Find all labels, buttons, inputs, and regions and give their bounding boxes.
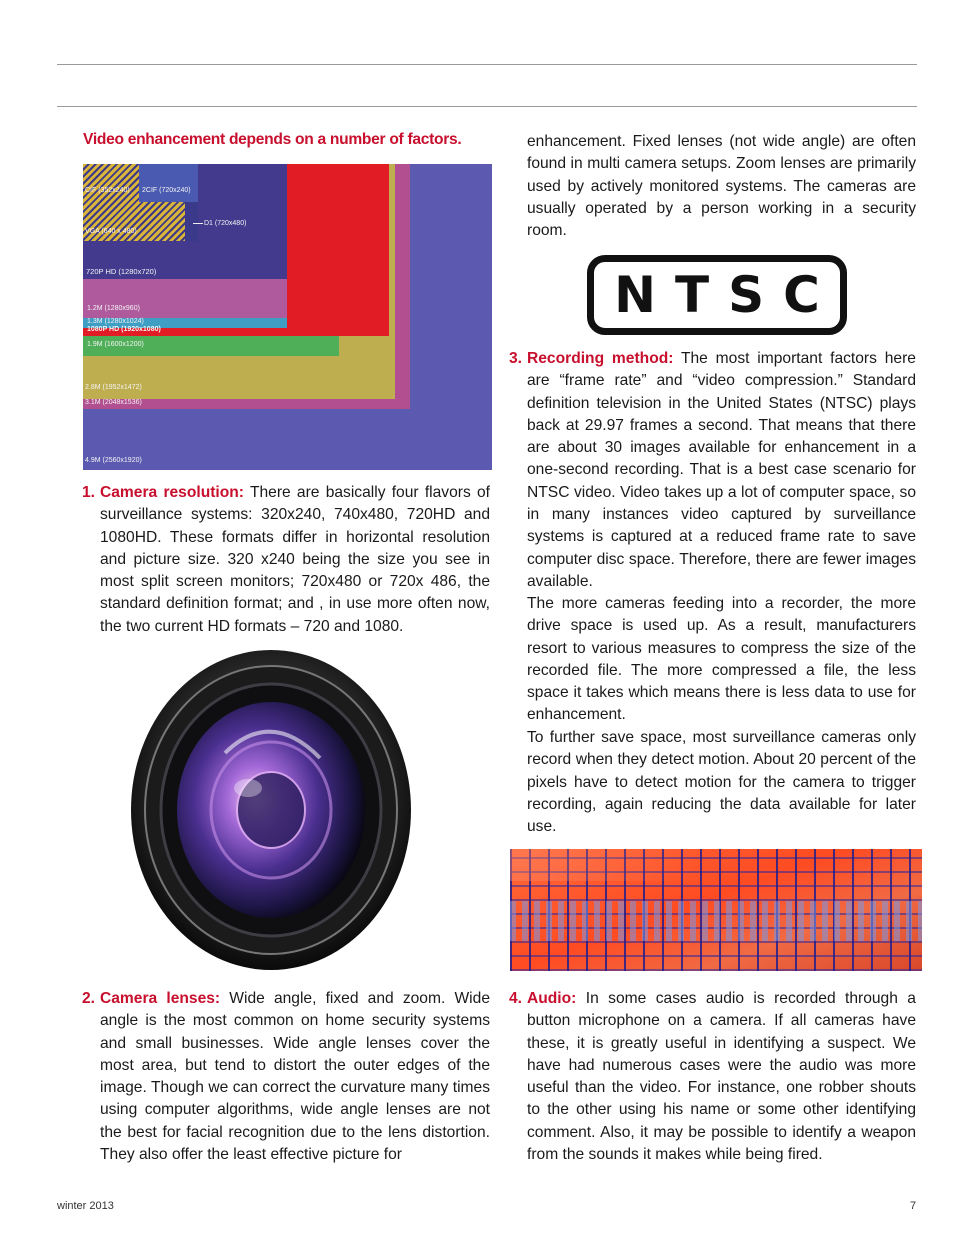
ntsc-logo bbox=[587, 255, 847, 335]
building-facade-image bbox=[510, 849, 922, 971]
footer-issue: winter 2013 bbox=[57, 1200, 114, 1212]
item-text: The most important factors here are “frame rate” and “video compression.” Standard definition television in the United States (NTSC) plays back at 29.97 frames a second. That means that there are about 30 images available for enhancement in a one-second recording. That is a best case scenario for NTSC video. Video takes up a lot of computer space, so in many instances video captured by surveillance systems is captured at a reduced frame rate to save computer disc space. Therefore, there are fewer images available. bbox=[527, 350, 916, 590]
item-text: There are basically four flavors of surveillance systems: 320x240, 740x480, 720HD and 1080HD. These formats differ in horizontal resolution and picture size. 320 x240 being the size you see in most split screen monitors; 720x480 or 720x 486, the standard definition format; and , in use more often now, the two current HD formats – 720 and 1080. bbox=[100, 484, 490, 635]
item-heading: Recording method: bbox=[527, 350, 674, 367]
label-d1: D1 (720x480) bbox=[204, 220, 247, 227]
item-audio bbox=[509, 988, 916, 1166]
item-number: 3. bbox=[509, 350, 523, 367]
label-4-9m: 4.9M (2560x1920) bbox=[85, 457, 142, 464]
label-1-2m: 1.2M (1280x960) bbox=[87, 305, 140, 312]
paragraph-motion-detection: To further save space, most surveillance cameras only record when they detect motion. About 20 percent of the pixels have to detect motion for the camera to trigger recording, again reducing the data available for later use. bbox=[527, 729, 916, 836]
resolution-chart bbox=[83, 164, 492, 470]
item-recording-method bbox=[509, 348, 916, 593]
item-heading: Camera lenses: bbox=[100, 990, 221, 1007]
camera-lens-image bbox=[130, 648, 412, 973]
label-3-1m: 3.1M (2048x1536) bbox=[85, 399, 142, 406]
item-number: 1. bbox=[82, 484, 96, 501]
label-720p: 720P HD (1280x720) bbox=[86, 267, 157, 276]
item-camera-lenses bbox=[82, 988, 490, 1166]
header-rule-bottom bbox=[57, 106, 917, 107]
facade-upper-band bbox=[510, 849, 700, 881]
label-vga: VGA (640 x 480) bbox=[85, 228, 137, 235]
ntsc-logo-text: NTSC bbox=[614, 266, 839, 324]
label-2-8m: 2.8M (1952x1472) bbox=[85, 384, 142, 391]
label-1-9m: 1.9M (1600x1200) bbox=[87, 341, 144, 348]
header-rule-top bbox=[57, 64, 917, 65]
d1-arrow bbox=[193, 223, 203, 224]
lenses-continuation: enhancement. Fixed lenses (not wide angle) are often found in multi camera setups. Zoom lenses are primarily used by actively monitored systems. The cameras are usually operated by a person working in a security room. bbox=[527, 133, 916, 240]
item-text: Wide angle, fixed and zoom. Wide angle is the most common on home security systems and small businesses. Wide angle lenses cover the most area, but tend to distort the outer edges of the image. Though we can correct the curvature many times using computer algorithms, wide angle lenses are not the best for facial recognition due to the lens distortion. They also offer the least effective picture for bbox=[100, 990, 490, 1164]
item-number: 2. bbox=[82, 990, 96, 1007]
intro-heading: Video enhancement depends on a number of factors. bbox=[83, 131, 462, 148]
footer-page-number: 7 bbox=[910, 1200, 917, 1212]
label-2cif: 2CIF (720x240) bbox=[142, 187, 191, 194]
item-text: In some cases audio is recorded through a button microphone on a camera. If all cameras have these, it is greatly useful in identifying a suspect. We have had numerous cases were the audio was more useful than the video. For instance, one robber shouts to the other using his name or some other identifying comment. Also, it may be possible to identify a weapon from the sounds it makes while being fired. bbox=[527, 990, 916, 1164]
label-cif: CIF (352x240) bbox=[85, 187, 130, 194]
label-1-3m: 1.3M (1280x1024) bbox=[87, 318, 144, 325]
item-camera-resolution bbox=[82, 482, 490, 638]
item-heading: Camera resolution: bbox=[100, 484, 245, 501]
res-box-cif bbox=[83, 164, 139, 202]
facade-window-band bbox=[510, 901, 922, 941]
item-heading: Audio: bbox=[527, 990, 577, 1007]
paragraph-compression: The more cameras feeding into a recorder, the more drive space is used up. As a result, manufacturers resort to various measures to compress the size of the recorded file. The more compressed a file, the less space it takes which means there is less data to use for enhancement. bbox=[527, 595, 916, 724]
item-number: 4. bbox=[509, 990, 523, 1007]
label-1080p: 1080P HD (1920x1080) bbox=[87, 326, 161, 333]
